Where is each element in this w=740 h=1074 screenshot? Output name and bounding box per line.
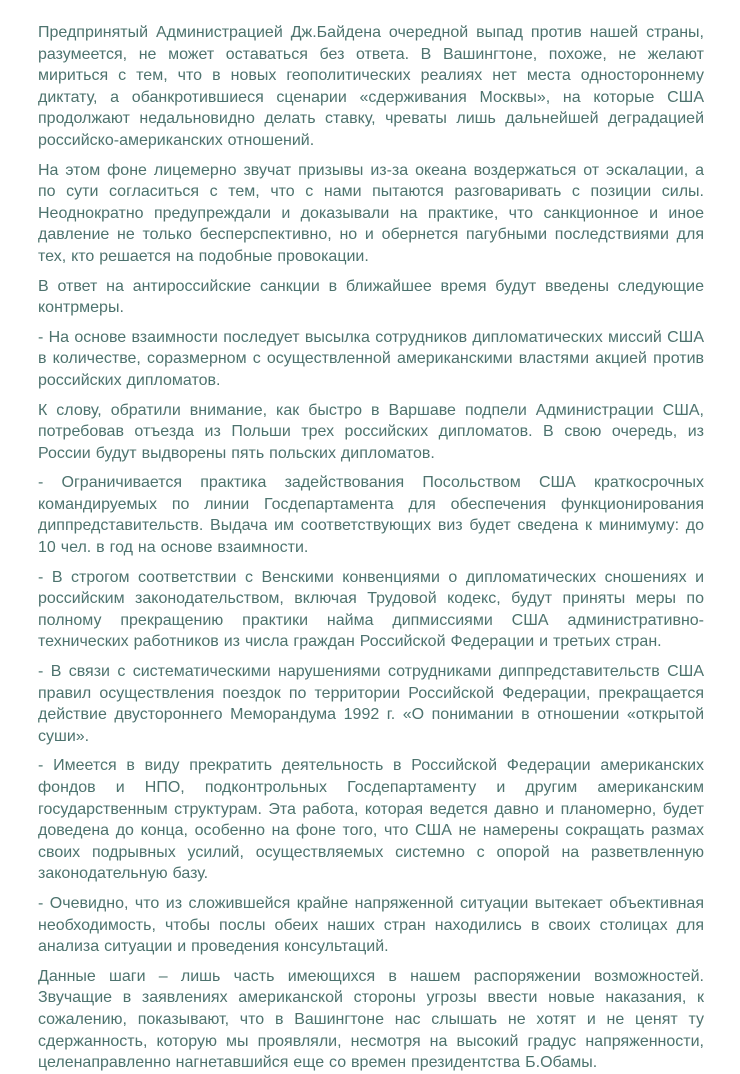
paragraph: К слову, обратили внимание, как быстро в Варшаве подпели Администрации США, потребовав отъезда из Польши трех российских дипломатов. В свою очередь, из России будут выдворены пять польских дипломатов.	[38, 401, 704, 462]
paragraph: - Ограничивается практика задействования Посольством США краткосрочных командируемых по линии Госдепартамента для обеспечения функционирования диппредставительств. Выдача им соответствующих виз будет сведена к минимуму: до 10 чел. в год на основе взаимности.	[38, 474, 704, 557]
paragraph: - Очевидно, что из сложившейся крайне напряженной ситуации вытекает объективная необходимость, чтобы послы обеих наших стран находились в своих столицах для анализа ситуации и проведения консультаций.	[38, 894, 704, 956]
paragraph: Данные шаги – лишь часть имеющихся в нашем распоряжении возможностей. Звучащие в заявлениях американской стороны угрозы ввести новые наказания, к сожалению, показывают, что в Вашингтоне нас слышать не хотят и не ценят ту сдержанность, которую мы проявляли, несмотря на высокий градус напряженности, целенаправленно нагнетавшийся еще со времен президентства Б.Обамы.	[38, 967, 704, 1072]
paragraph: - Имеется в виду прекратить деятельность в Российской Федерации американских фондов и НПО, подконтрольных Госдепартаменту и другим американским государственным структурам. Эта работа, которая ведется давно и планомерно, будет доведена до конца, особенно на фоне того, что США не намерены сокращать размах своих подрывных усилий, осуществляемых системно с опорой на разветвленную законодательную базу.	[38, 757, 704, 883]
paragraph: - В связи с систематическими нарушениями сотрудниками диппредставительств США правил осуществления поездок по территории Российской Федерации, прекращается действие двустороннего Меморандума 1992 г. «О понимании в отношении «открытой суши».	[38, 663, 704, 745]
paragraph: - На основе взаимности последует высылка сотрудников дипломатических миссий США в количестве, соразмерном с осуществленной американскими властями акцией против российских дипломатов.	[38, 328, 704, 389]
paragraph: В ответ на антироссийские санкции в ближайшее время будут введены следующие контрмеры.	[38, 277, 704, 317]
paragraph: Предпринятый Администрацией Дж.Байдена очередной выпад против нашей страны, разумеется, не может оставаться без ответа. В Вашингтоне, похоже, не желают мириться с тем, что в новых геополитических реалиях нет места одностороннему диктату, а обанкротившиеся сценарии «сдерживания Москвы», на которые США продолжают недальновидно делать ставку, чреваты лишь дальнейшей деградацией российско-американских отношений.	[38, 24, 704, 149]
paragraph: - В строгом соответствии с Венскими конвенциями о дипломатических сношениях и российским законодательством, включая Трудовой кодекс, будут приняты меры по полному прекращению практики найма дипмиссиями США административно-технических работников из числа граждан Российской Федерации и третьих стран.	[38, 568, 704, 651]
paragraph: На этом фоне лицемерно звучат призывы из-за океана воздержаться от эскалации, а по сути согласиться с тем, что с нами пытаются разговаривать с позиции силы. Неоднократно предупреждали и доказывали на практике, что санкционное и иное давление не только бесперспективно, но и обернется пагубными последствиями для тех, кто решается на подобные провокации.	[38, 161, 704, 265]
